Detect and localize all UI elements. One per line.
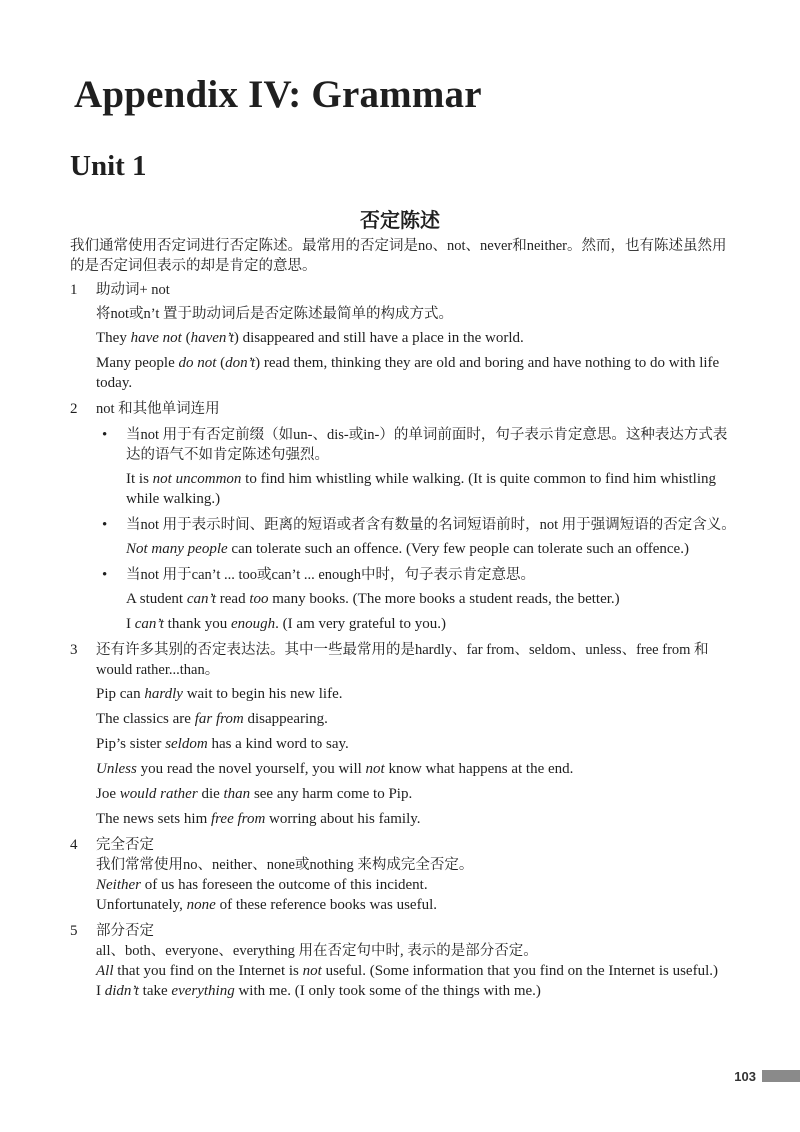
list-item-1 [70, 280, 740, 393]
bullet-marker: • [102, 517, 108, 533]
bullet-text: 当not 用于can’t ... too或can’t ... enough中时，句子表示肯定意思。 [126, 567, 536, 583]
example-sentence: Pip can hardly wait to begin his new life. [96, 686, 343, 702]
item-number: 2 [70, 401, 78, 417]
bullet-item [96, 565, 740, 634]
example-sentence: Unless you read the novel yourself, you will not know what happens at the end. [96, 761, 574, 777]
bullet-item [96, 425, 740, 509]
example-sentence: I can’t thank you enough. (I am very grateful to you.) [126, 616, 446, 632]
item-number: 4 [70, 837, 78, 853]
example-sentence: Unfortunately, none of these reference books was useful. [96, 897, 438, 913]
example-sentence: Joe would rather die than see any harm come to Pip. [96, 786, 413, 802]
example-sentence: A student can’t read too many books. (The more books a student reads, the better.) [126, 591, 620, 607]
example-sentence: I didn’t take everything with me. (I only took some of the things with me.) [96, 983, 541, 999]
intro-paragraph: 我们通常使用否定词进行否定陈述。最常用的否定词是no、not、never和neither。然而，也有陈述虽然用的是否定词但表示的却是肯定的意思。 [70, 238, 727, 274]
item-note: 我们常常使用no、neither、none或nothing 来构成完全否定。 [96, 857, 474, 873]
grammar-content [70, 280, 740, 1007]
example-sentence: They have not (haven’t) disappeared and still have a place in the world. [96, 330, 524, 346]
bullet-marker: • [102, 567, 108, 583]
bullet-text: 当not 用于有否定前缀（如un-、dis-或in-）的单词前面时，句子表示肯定意思。这种表达方式表达的语气不如肯定陈述句强烈。 [126, 427, 728, 463]
example-sentence: It is not uncommon to find him whistling while walking. (It is quite common to find him whistling while walking.) [126, 471, 716, 507]
item-heading: 助动词+ not [96, 282, 170, 298]
list-item-4 [70, 835, 740, 915]
example-sentence: Many people do not (don’t) read them, thinking they are old and boring and have nothing to do with life today. [96, 355, 720, 391]
bullet-marker: • [102, 427, 108, 443]
unit-title: Unit 1 [70, 150, 147, 182]
item-heading: not 和其他单词连用 [96, 401, 220, 417]
item-heading: 部分否定 [96, 923, 154, 939]
item-number: 3 [70, 642, 78, 658]
example-sentence: Not many people can tolerate such an offence. (Very few people can tolerate such an offence.) [126, 541, 689, 557]
item-number: 5 [70, 923, 78, 939]
item-heading: 还有许多其别的否定表达法。其中一些最常用的是hardly、far from、seldom、unless、free from 和would rather...than。 [96, 642, 709, 678]
item-heading: 完全否定 [96, 837, 154, 853]
item-note: 将not或n’t 置于助动词后是否定陈述最简单的构成方式。 [96, 306, 453, 322]
page-number-bar [762, 1070, 800, 1082]
bullet-item [96, 515, 740, 559]
example-sentence: The news sets him free from worring about his family. [96, 811, 421, 827]
page-number: 103 [734, 1068, 756, 1084]
page-title: Appendix IV: Grammar [74, 73, 482, 116]
example-sentence: Neither of us has foreseen the outcome of this incident. [96, 877, 428, 893]
example-sentence: All that you find on the Internet is not useful. (Some information that you find on the Internet is useful.) [96, 963, 718, 979]
page-footer [734, 1066, 800, 1086]
list-item-2 [70, 399, 740, 634]
item-note: all、both、everyone、everything 用在否定句中时, 表示的是部分否定。 [96, 943, 538, 959]
bullet-text: 当not 用于表示时间、距离的短语或者含有数量的名词短语前时，not 用于强调短语的否定含义。 [126, 517, 736, 533]
section-title: 否定陈述 [360, 208, 440, 232]
item-number: 1 [70, 282, 78, 298]
example-sentence: The classics are far from disappearing. [96, 711, 328, 727]
list-item-5 [70, 921, 740, 1001]
list-item-3 [70, 640, 740, 829]
example-sentence: Pip’s sister seldom has a kind word to say. [96, 736, 349, 752]
